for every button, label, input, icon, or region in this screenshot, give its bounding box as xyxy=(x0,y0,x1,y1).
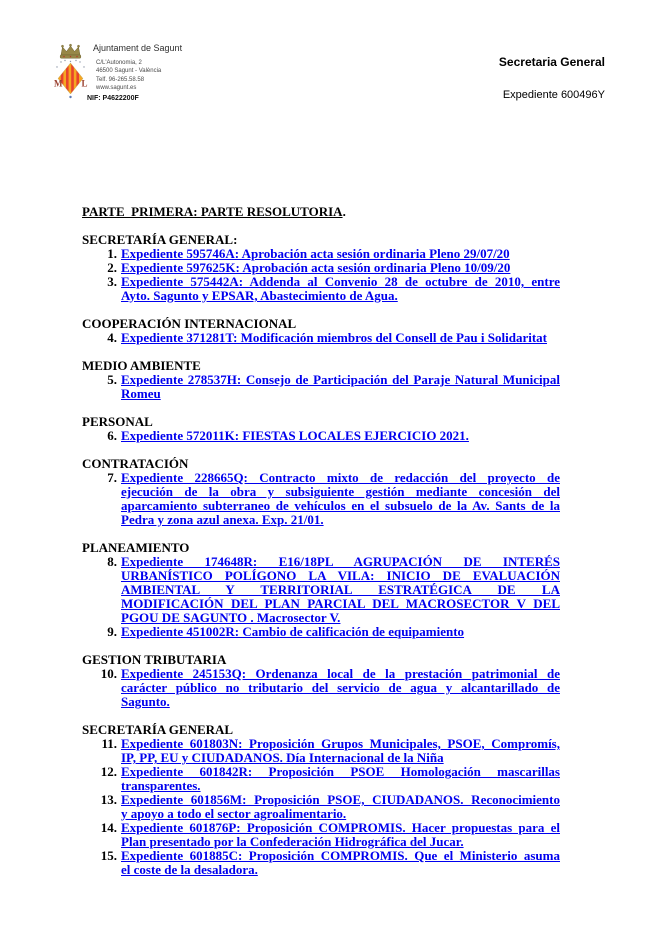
section-medio-ambiente xyxy=(82,359,560,401)
item-number: 8. xyxy=(107,554,117,569)
section-heading: COOPERACIÓN INTERNACIONAL xyxy=(82,316,297,331)
expediente-link[interactable]: Expediente 245153Q: Ordenanza local de la prestación patrimonial de carácter público no tributario del servicio de agua y alcantarillado de Sagunto. xyxy=(121,666,560,709)
section-secretaria-general xyxy=(82,233,560,303)
expediente-link[interactable]: Expediente 228665Q: Contracto mixto de redacción del proyecto de ejecución de la obra y subsiguiente gestión mediante concesión del aparcamiento subterraneo de vehículos en el subsuelo de la Av. Sants de la Pedra y zona azul anexa. Exp. 21/01. xyxy=(121,470,560,527)
agenda-item xyxy=(82,765,560,793)
item-number: 1. xyxy=(107,246,117,261)
expediente-link[interactable]: Expediente 601842R: Proposición PSOE Homologación mascarillas transparentes. xyxy=(121,764,560,793)
item-number: 12. xyxy=(100,764,117,779)
section-secretaria-general-2 xyxy=(82,723,560,877)
expediente-link[interactable]: Expediente 371281T: Modificación miembros del Consell de Pau i Solidaritat xyxy=(121,330,547,345)
document-title xyxy=(82,205,560,219)
section-personal xyxy=(82,415,560,443)
item-number: 10. xyxy=(100,666,117,681)
item-number: 4. xyxy=(107,330,117,345)
org-address xyxy=(96,59,161,92)
section-heading: PLANEAMIENTO xyxy=(82,540,190,555)
section-heading: CONTRATACIÓN xyxy=(82,456,189,471)
item-number: 14. xyxy=(100,820,117,835)
org-name: Ajuntament de Sagunt xyxy=(93,43,183,53)
org-nif: NIF: P4622200F xyxy=(87,95,139,102)
expediente-number: Expediente 600496Y xyxy=(502,89,605,101)
section-heading: SECRETARÍA GENERAL: xyxy=(82,232,238,247)
agenda-item xyxy=(82,331,560,345)
section-gestion-tributaria xyxy=(82,653,560,709)
address-line: C/L'Autonomia, 2 xyxy=(96,60,142,66)
expediente-link[interactable]: Expediente 451002R: Cambio de calificación de equipamiento xyxy=(121,624,465,639)
sagunt-coat-of-arms xyxy=(53,41,89,99)
section-contratacion xyxy=(82,457,560,527)
crown-icon xyxy=(60,44,81,58)
section-cooperacion-internacional xyxy=(82,317,560,345)
department-label: Secretaria General xyxy=(498,55,605,69)
expediente-link[interactable]: Expediente 572011K: FIESTAS LOCALES EJERCICIO 2021. xyxy=(121,428,469,443)
item-number: 15. xyxy=(100,848,117,863)
address-line: 46500 Sagunt - València xyxy=(96,68,162,75)
expediente-link[interactable]: Expediente 575442A: Addenda al Convenio 28 de octubre de 2010, entre Ayto. Sagunto y EPSAR, Abastecimiento de Agua. xyxy=(121,274,560,303)
expediente-link[interactable]: Expediente 601803N: Proposición Grupos Municipales, PSOE, Compromís, IP, PP, EU y CIUDADANOS. Día Internacional de la Niña xyxy=(121,736,560,765)
item-number: 5. xyxy=(107,372,117,387)
agenda-item xyxy=(82,247,560,261)
expediente-link[interactable]: Expediente 601885C: Proposición COMPROMIS. Que el Ministerio asuma el coste de la desaladora. xyxy=(121,848,560,877)
logo-letter-l: L xyxy=(81,78,88,89)
logo-blue-dot xyxy=(69,96,71,98)
agenda-item xyxy=(82,275,560,303)
expediente-link[interactable]: Expediente 595746A: Aprobación acta sesión ordinaria Pleno 29/07/20 xyxy=(121,246,510,261)
section-heading: GESTION TRIBUTARIA xyxy=(82,652,227,667)
logo-letter-m: M xyxy=(54,78,63,89)
section-heading: SECRETARÍA GENERAL xyxy=(82,722,234,737)
agenda-item xyxy=(82,471,560,527)
section-planeamiento xyxy=(82,541,560,639)
agenda-item xyxy=(82,625,560,639)
agenda-item xyxy=(82,429,560,443)
section-heading: MEDIO AMBIENTE xyxy=(82,358,201,373)
expediente-link[interactable]: Expediente 278537H: Consejo de Participación del Paraje Natural Municipal Romeu xyxy=(121,372,560,401)
item-number: 11. xyxy=(101,736,117,751)
item-number: 6. xyxy=(107,428,117,443)
item-number: 13. xyxy=(100,792,117,807)
address-line: Telf. 96-265.58.58 xyxy=(96,76,145,83)
item-number: 3. xyxy=(107,274,117,289)
agenda-item xyxy=(82,373,560,401)
expediente-link[interactable]: Expediente 174648R: E16/18PL AGRUPACIÓN DE INTERÉS URBANÍSTICO POLÍGONO LA VILA: INICIO DE EVALUACIÓN AMBIENTAL Y TERRITORIAL ESTRATÉGICA DE LA MODIFICACIÓN DEL PLAN PARCIAL DEL MACROSECTOR V DEL PGOU DE SAGUNTO . Macrosector V. xyxy=(121,554,560,625)
agenda-item xyxy=(82,849,560,877)
agenda-item xyxy=(82,737,560,765)
agenda-item xyxy=(82,821,560,849)
agenda-item xyxy=(82,261,560,275)
agenda-item xyxy=(82,555,560,625)
agenda-content xyxy=(82,205,560,877)
section-heading: PERSONAL xyxy=(82,414,153,429)
org-website: www.sagunt.es xyxy=(96,84,137,91)
item-number: 7. xyxy=(107,470,117,485)
expediente-link[interactable]: Expediente 601876P: Proposición COMPROMIS. Hacer propuestas para el Plan presentado por la Confederación Hidrográfica del Jucar. xyxy=(121,820,560,849)
agenda-item xyxy=(82,793,560,821)
document-title-period: . xyxy=(342,204,346,219)
expediente-link[interactable]: Expediente 597625K: Aprobación acta sesión ordinaria Pleno 10/09/20 xyxy=(121,260,511,275)
item-number: 9. xyxy=(107,624,117,639)
document-title-text: PARTE PRIMERA: PARTE RESOLUTORIA xyxy=(82,204,343,219)
item-number: 2. xyxy=(107,260,117,275)
expediente-link[interactable]: Expediente 601856M: Proposición PSOE, CIUDADANOS. Reconocimiento y apoyo a todo el sector agroalimentario. xyxy=(121,792,560,821)
agenda-item xyxy=(82,667,560,709)
